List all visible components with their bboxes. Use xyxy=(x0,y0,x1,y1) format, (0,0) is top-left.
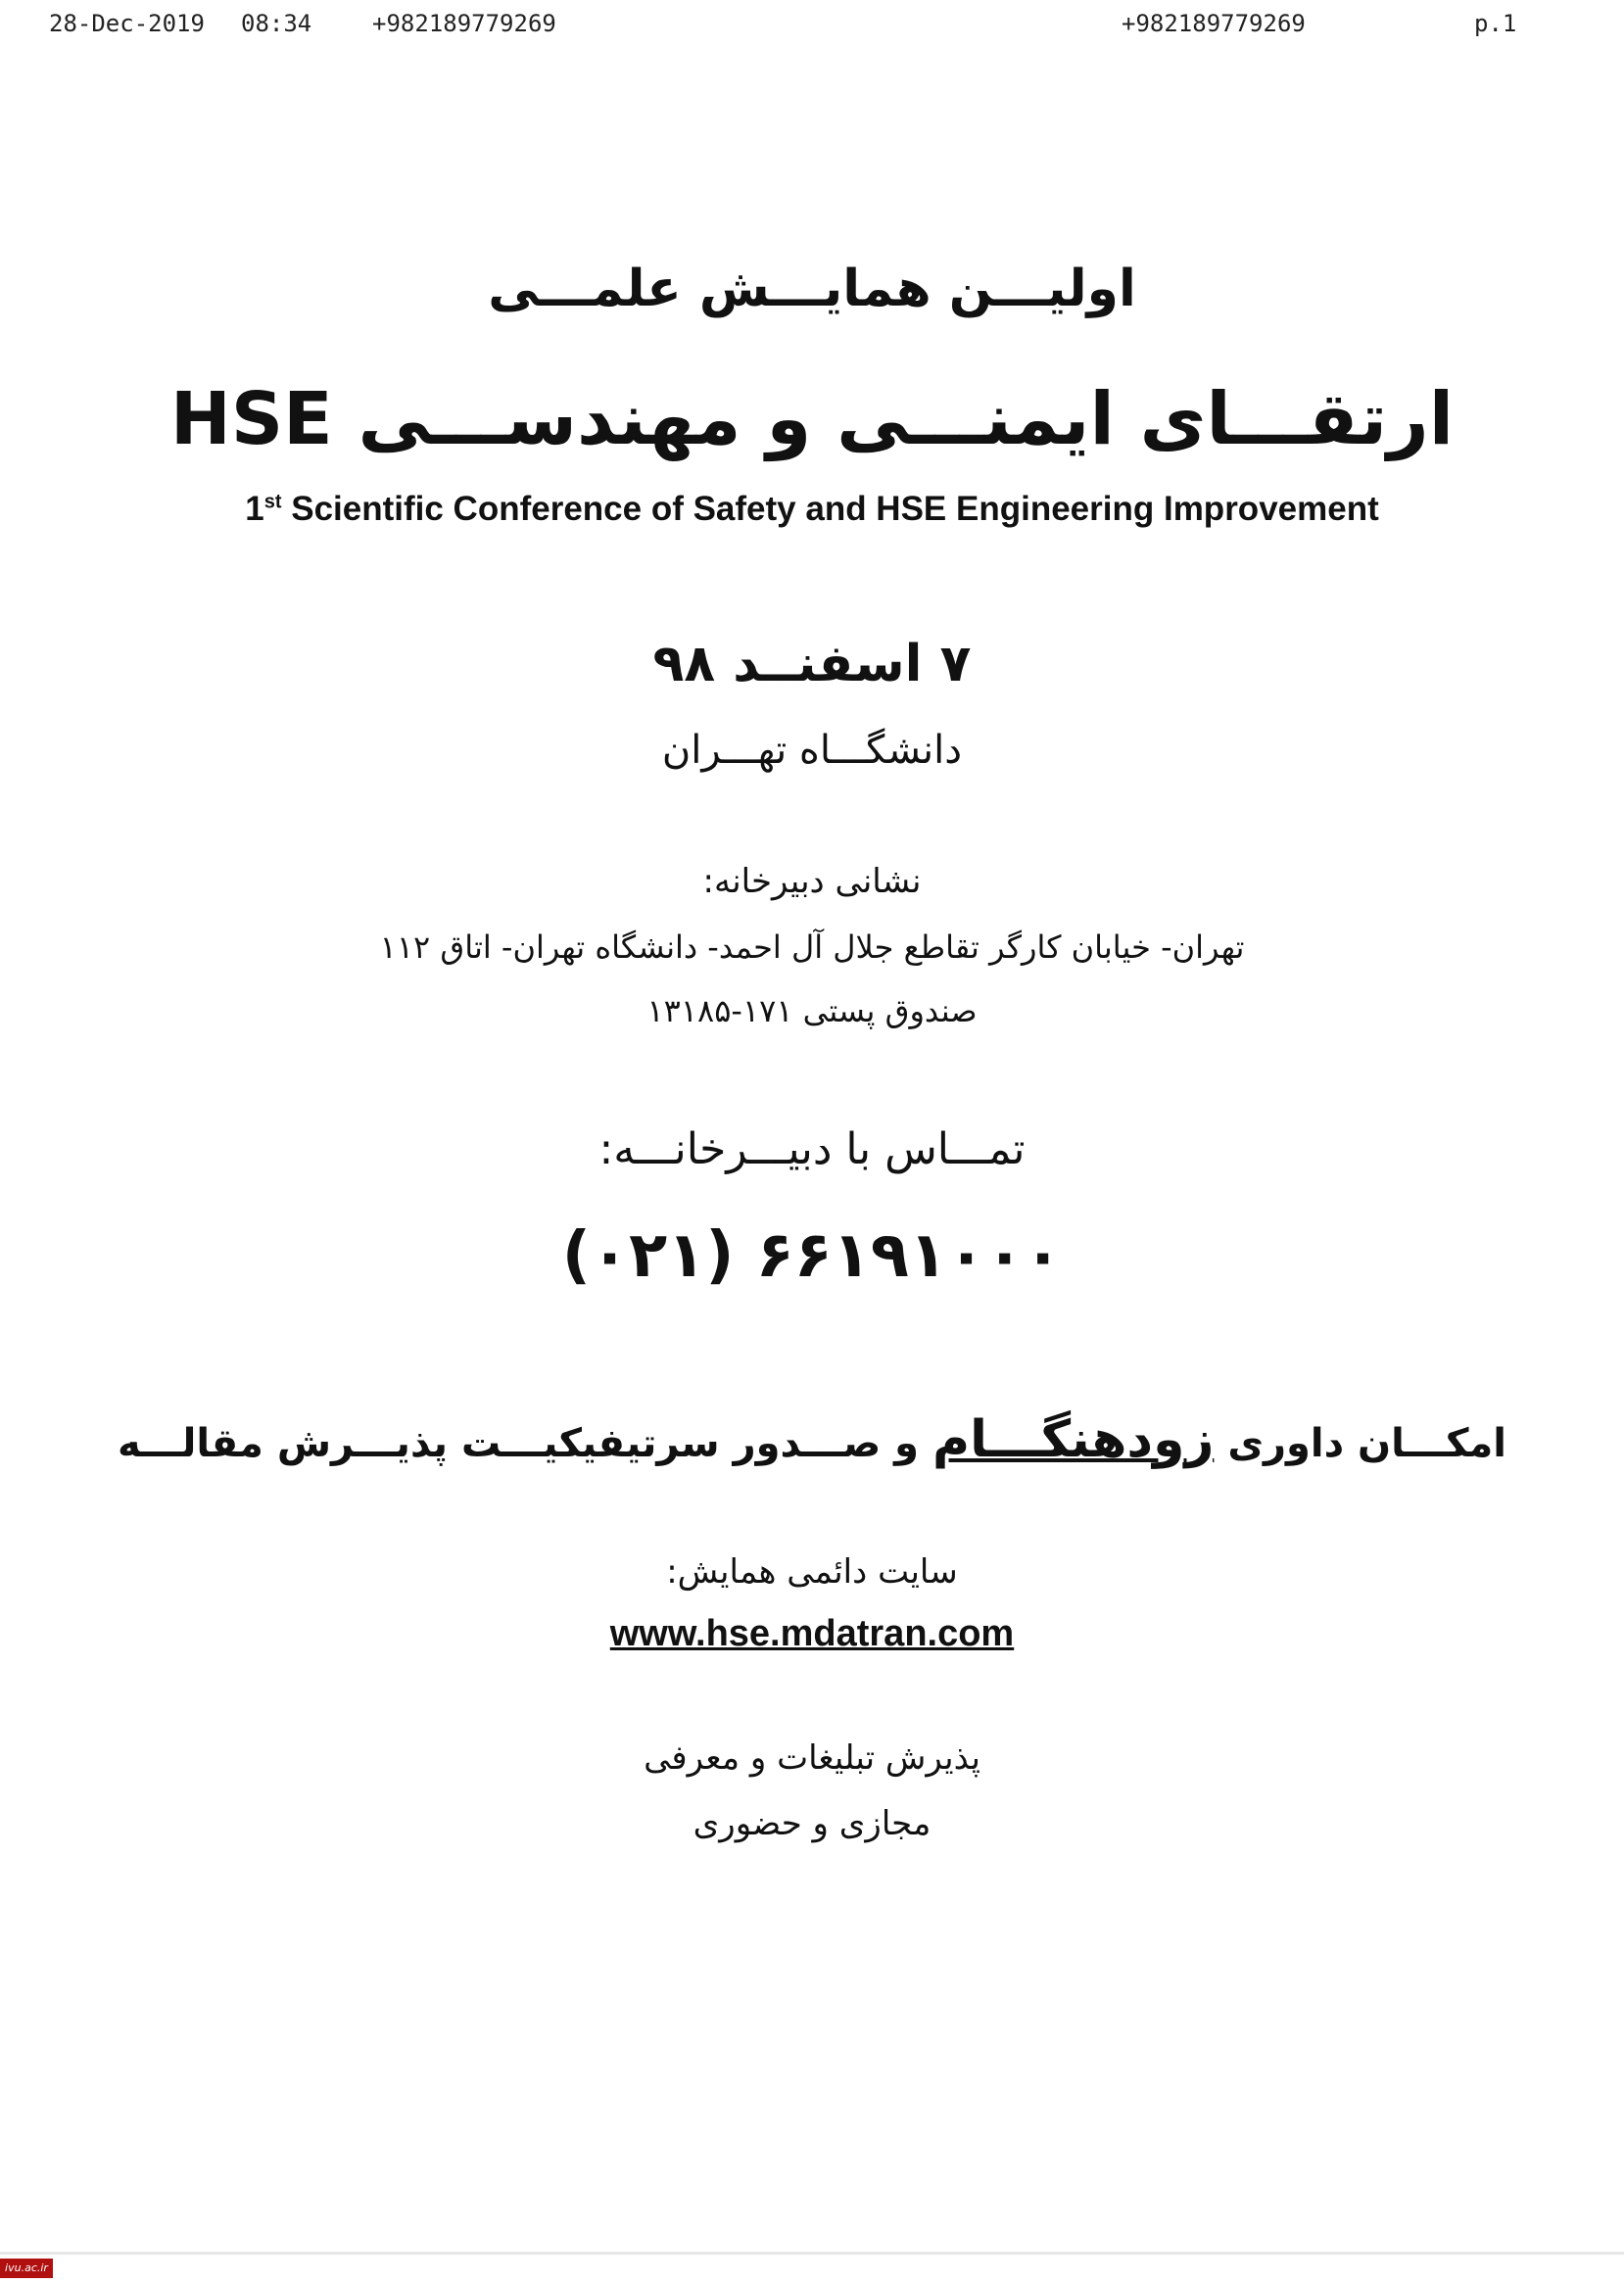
corner-badge: ivu.ac.ir xyxy=(0,2259,53,2278)
conference-venue: دانشگـــاه تهـــران xyxy=(661,728,963,773)
notice-prefix: امکـــان داوری xyxy=(1227,1421,1506,1466)
english-title-suffix: st xyxy=(263,491,282,513)
ads-line-1: پذیرش تبلیغات و معرفی xyxy=(644,1738,980,1778)
conference-date: ۷ اسفنــد ۹۸ xyxy=(652,635,972,693)
notice-suffix: و صـــدور سرتیفیکیـــت پذیـــرش مقالـــه xyxy=(118,1421,920,1466)
notice-highlight: زودهنگـــام xyxy=(931,1410,1215,1469)
fax-from-number: +982189779269 xyxy=(372,10,556,37)
conference-title-line-1: اولیـــن همایـــش علمـــی xyxy=(488,260,1136,318)
conference-title-line-2: ارتقـــای ایمنـــی و مهندســـی HSE xyxy=(169,377,1455,461)
address-label: نشانی دبیرخانه: xyxy=(702,862,922,901)
address-line-2: صندوق پستی ۱۷۱-۱۳۱۸۵ xyxy=(646,992,978,1029)
english-title-text: Scientific Conference of Safety and HSE Engineering Improvement xyxy=(281,490,1379,528)
address-line-1: تهران- خیابان کارگر تقاطع جلال آل احمد- دانشگاه تهران- اتاق ۱۱۲ xyxy=(379,928,1245,966)
fax-date: 28-Dec-2019 xyxy=(49,10,205,37)
early-review-notice xyxy=(0,1410,1624,1469)
ads-line-2: مجازی و حضوری xyxy=(693,1804,931,1843)
bottom-divider xyxy=(0,2252,1624,2255)
fax-page-number: p.1 xyxy=(1474,10,1517,37)
contact-label: تمـــاس با دبیـــرخانـــه: xyxy=(598,1124,1026,1174)
english-title-ordinal: 1 xyxy=(245,490,264,528)
english-title xyxy=(0,490,1624,529)
site-url-link[interactable]: www.hse.mdatran.com xyxy=(609,1613,1015,1654)
fax-time: 08:34 xyxy=(241,10,312,37)
fax-to-number: +982189779269 xyxy=(1122,10,1306,37)
phone-number: (۰۲۱) ۶۶۱۹۱۰۰۰ xyxy=(561,1219,1063,1292)
site-label: سایت دائمی همایش: xyxy=(666,1552,958,1592)
